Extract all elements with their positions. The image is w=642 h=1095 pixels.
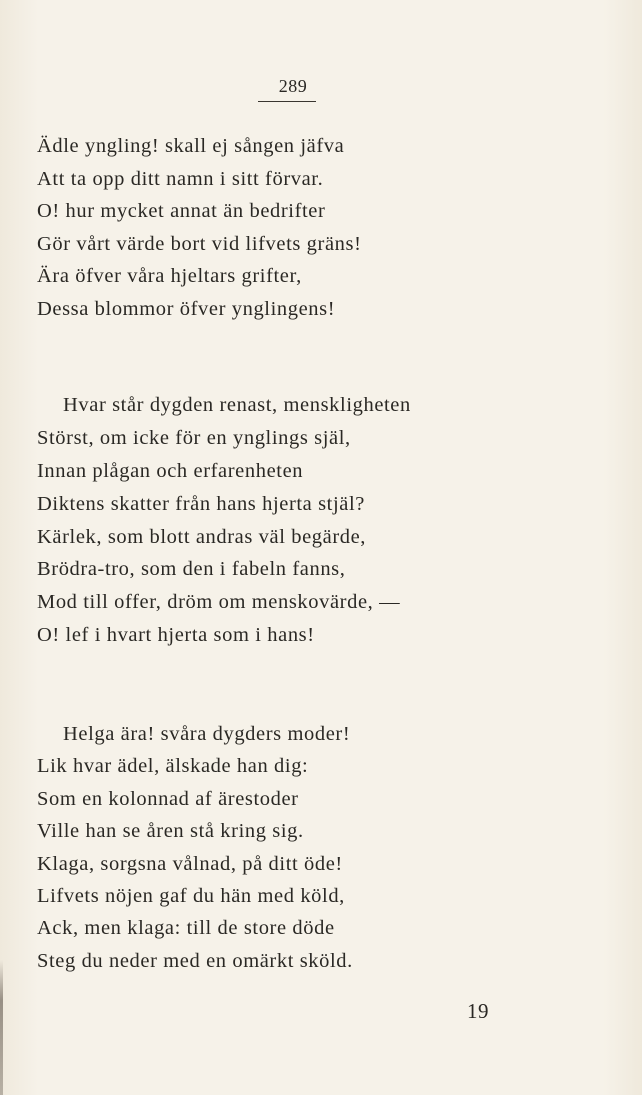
stanza-3 [37, 718, 557, 977]
poem-line: Mod till offer, dröm om menskovärde, — [37, 591, 401, 614]
poem-line: Som en kolonnad af ärestoder [37, 787, 299, 810]
poem-line: Lik hvar ädel, älskade han dig: [37, 755, 309, 778]
stanza-1 [37, 130, 557, 326]
page-number: 289 [278, 76, 308, 96]
poem-line: Diktens skatter från hans hjerta stjäl? [37, 492, 365, 515]
poem-line: Störst, om icke för en ynglings själ, [37, 426, 351, 449]
poem-line: Brödra-tro, som den i fabeln fanns, [37, 558, 346, 581]
poem-line: O! lef i hvart hjerta som i hans! [37, 624, 315, 647]
signature-mark: 19 [467, 999, 489, 1023]
poem-line: Ära öfver våra hjeltars grifter, [37, 265, 302, 288]
poem-line: Dessa blommor öfver ynglingens! [37, 297, 336, 320]
page-edge-shadow [0, 960, 3, 1095]
poem-line: Ädle yngling! skall ej sången jäfva [37, 135, 345, 157]
poem-line: Steg du neder med en omärkt sköld. [37, 949, 353, 972]
poem-line: Ack, men klaga: till de store döde [37, 917, 335, 940]
poem-line: Lifvets nöjen gaf du hän med köld, [37, 884, 345, 907]
poem-line: Klaga, sorgsna vålnad, på ditt öde! [37, 852, 343, 875]
poem-line: Kärlek, som blott andras väl begärde, [37, 525, 367, 548]
poem-line: Hvar står dygden renast, menskligheten [63, 394, 411, 416]
poem-line: Gör vårt värde bort vid lifvets gräns! [37, 232, 362, 255]
poem-line: Helga ära! svåra dygders moder! [63, 723, 351, 745]
stanza-2 [37, 389, 557, 652]
poem-line: Innan plågan och erfarenheten [37, 459, 304, 482]
poem-line: O! hur mycket annat än bedrifter [37, 200, 326, 223]
page-number-rule [258, 101, 316, 102]
poem-line: Att ta opp ditt namn i sitt förvar. [37, 167, 324, 190]
poem-line: Ville han se åren stå kring sig. [37, 820, 304, 843]
